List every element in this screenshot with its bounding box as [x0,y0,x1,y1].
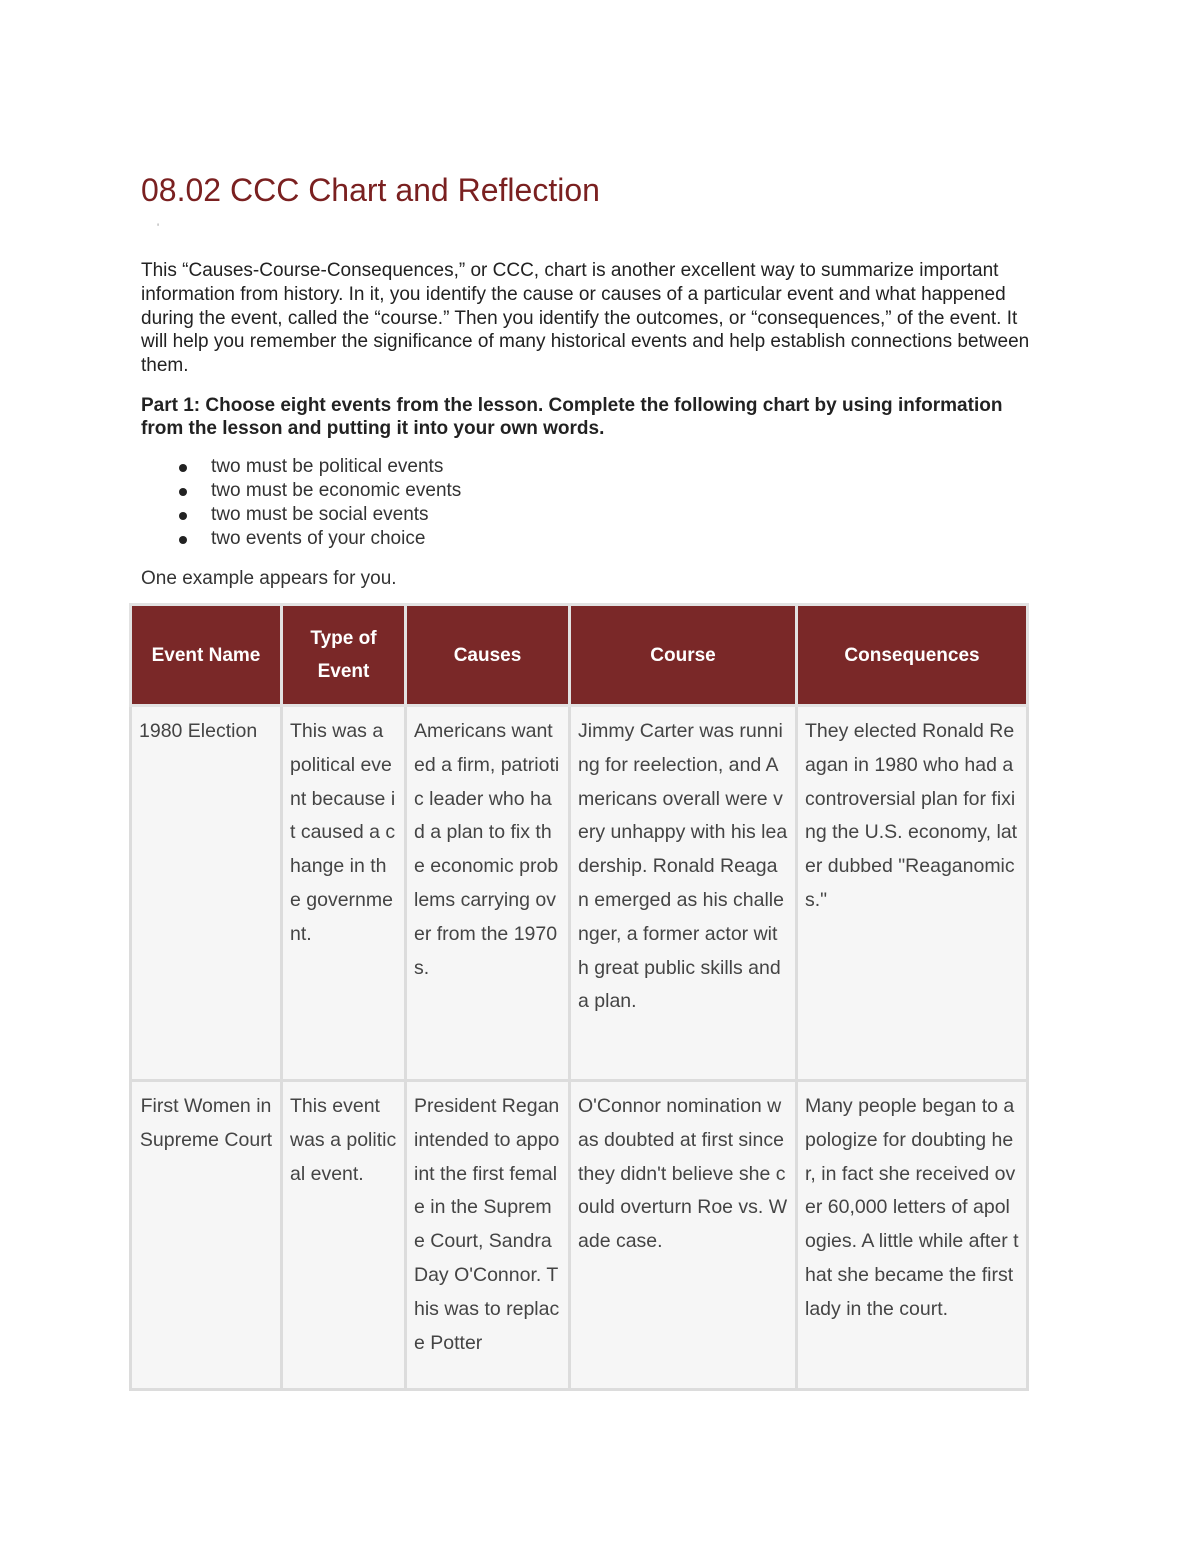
cell-causes[interactable]: Americans wanted a firm, patriotic leader who had a plan to fix the economic problems carrying over from the 1970s. [406,706,570,1081]
list-item [141,455,461,479]
bullet-icon [179,536,187,544]
cell-event-name[interactable]: 1980 Election [131,706,282,1081]
table-header-row [131,605,1028,706]
bullet-icon [179,488,187,496]
bullet-icon [179,512,187,520]
list-item-text: two must be economic events [211,480,462,501]
header-event-name: Event Name [131,605,282,706]
table-row [131,1081,1028,1390]
cell-course[interactable]: O'Connor nomination was doubted at first since they didn't believe she could overturn Roe vs. Wade case. [570,1081,797,1390]
cell-event-name[interactable]: First Women in Supreme Court [131,1081,282,1390]
list-item-text: two events of your choice [211,528,426,549]
bullet-icon [179,464,187,472]
part1-instruction: Part 1: Choose eight events from the lesson. Complete the following chart by using information from the lesson and putting it into your own words. [141,395,1003,439]
ccc-chart-table [129,603,1029,1391]
intro-paragraph: This “Causes-Course-Consequences,” or CCC, chart is another excellent way to summarize important information from history. In it, you identify the cause or causes of a particular event and what happened during the event, called the “course.” Then you identify the outcomes, or “consequences,” of the event. It will help you remember the significance of many historical events and help establish connections between them. [141,260,1030,377]
cell-type-of-event[interactable]: This event was a political event. [282,1081,406,1390]
header-type-of-event: Type of Event [282,605,406,706]
list-item-text: two must be social events [211,504,429,525]
page-title: 08.02 CCC Chart and Reflection [141,172,600,208]
list-item [141,503,461,527]
table-row [131,706,1028,1081]
cell-type-of-event[interactable]: This was a political event because it caused a change in the government. [282,706,406,1081]
header-consequences: Consequences [797,605,1028,706]
example-note: One example appears for you. [141,568,397,589]
cell-consequences[interactable]: Many people began to apologize for doubting her, in fact she received over 60,000 letters of apologies. A little while after that she became the first lady in the court. [797,1081,1028,1390]
cell-consequences[interactable]: They elected Ronald Reagan in 1980 who had a controversial plan for fixing the U.S. economy, later dubbed "Reaganomics." [797,706,1028,1081]
requirements-list [141,455,461,551]
list-item-text: two must be political events [211,456,444,477]
list-item [141,479,461,503]
header-causes: Causes [406,605,570,706]
cell-course[interactable]: Jimmy Carter was running for reelection, and Americans overall were very unhappy with his leadership. Ronald Reagan emerged as his challenger, a former actor with great public skills and a plan. [570,706,797,1081]
header-course: Course [570,605,797,706]
list-item [141,527,461,551]
cell-causes[interactable]: President Regan intended to appoint the first female in the Supreme Court, Sandra Day O'Connor. This was to replace Potter [406,1081,570,1390]
stray-mark: ' [157,222,160,234]
